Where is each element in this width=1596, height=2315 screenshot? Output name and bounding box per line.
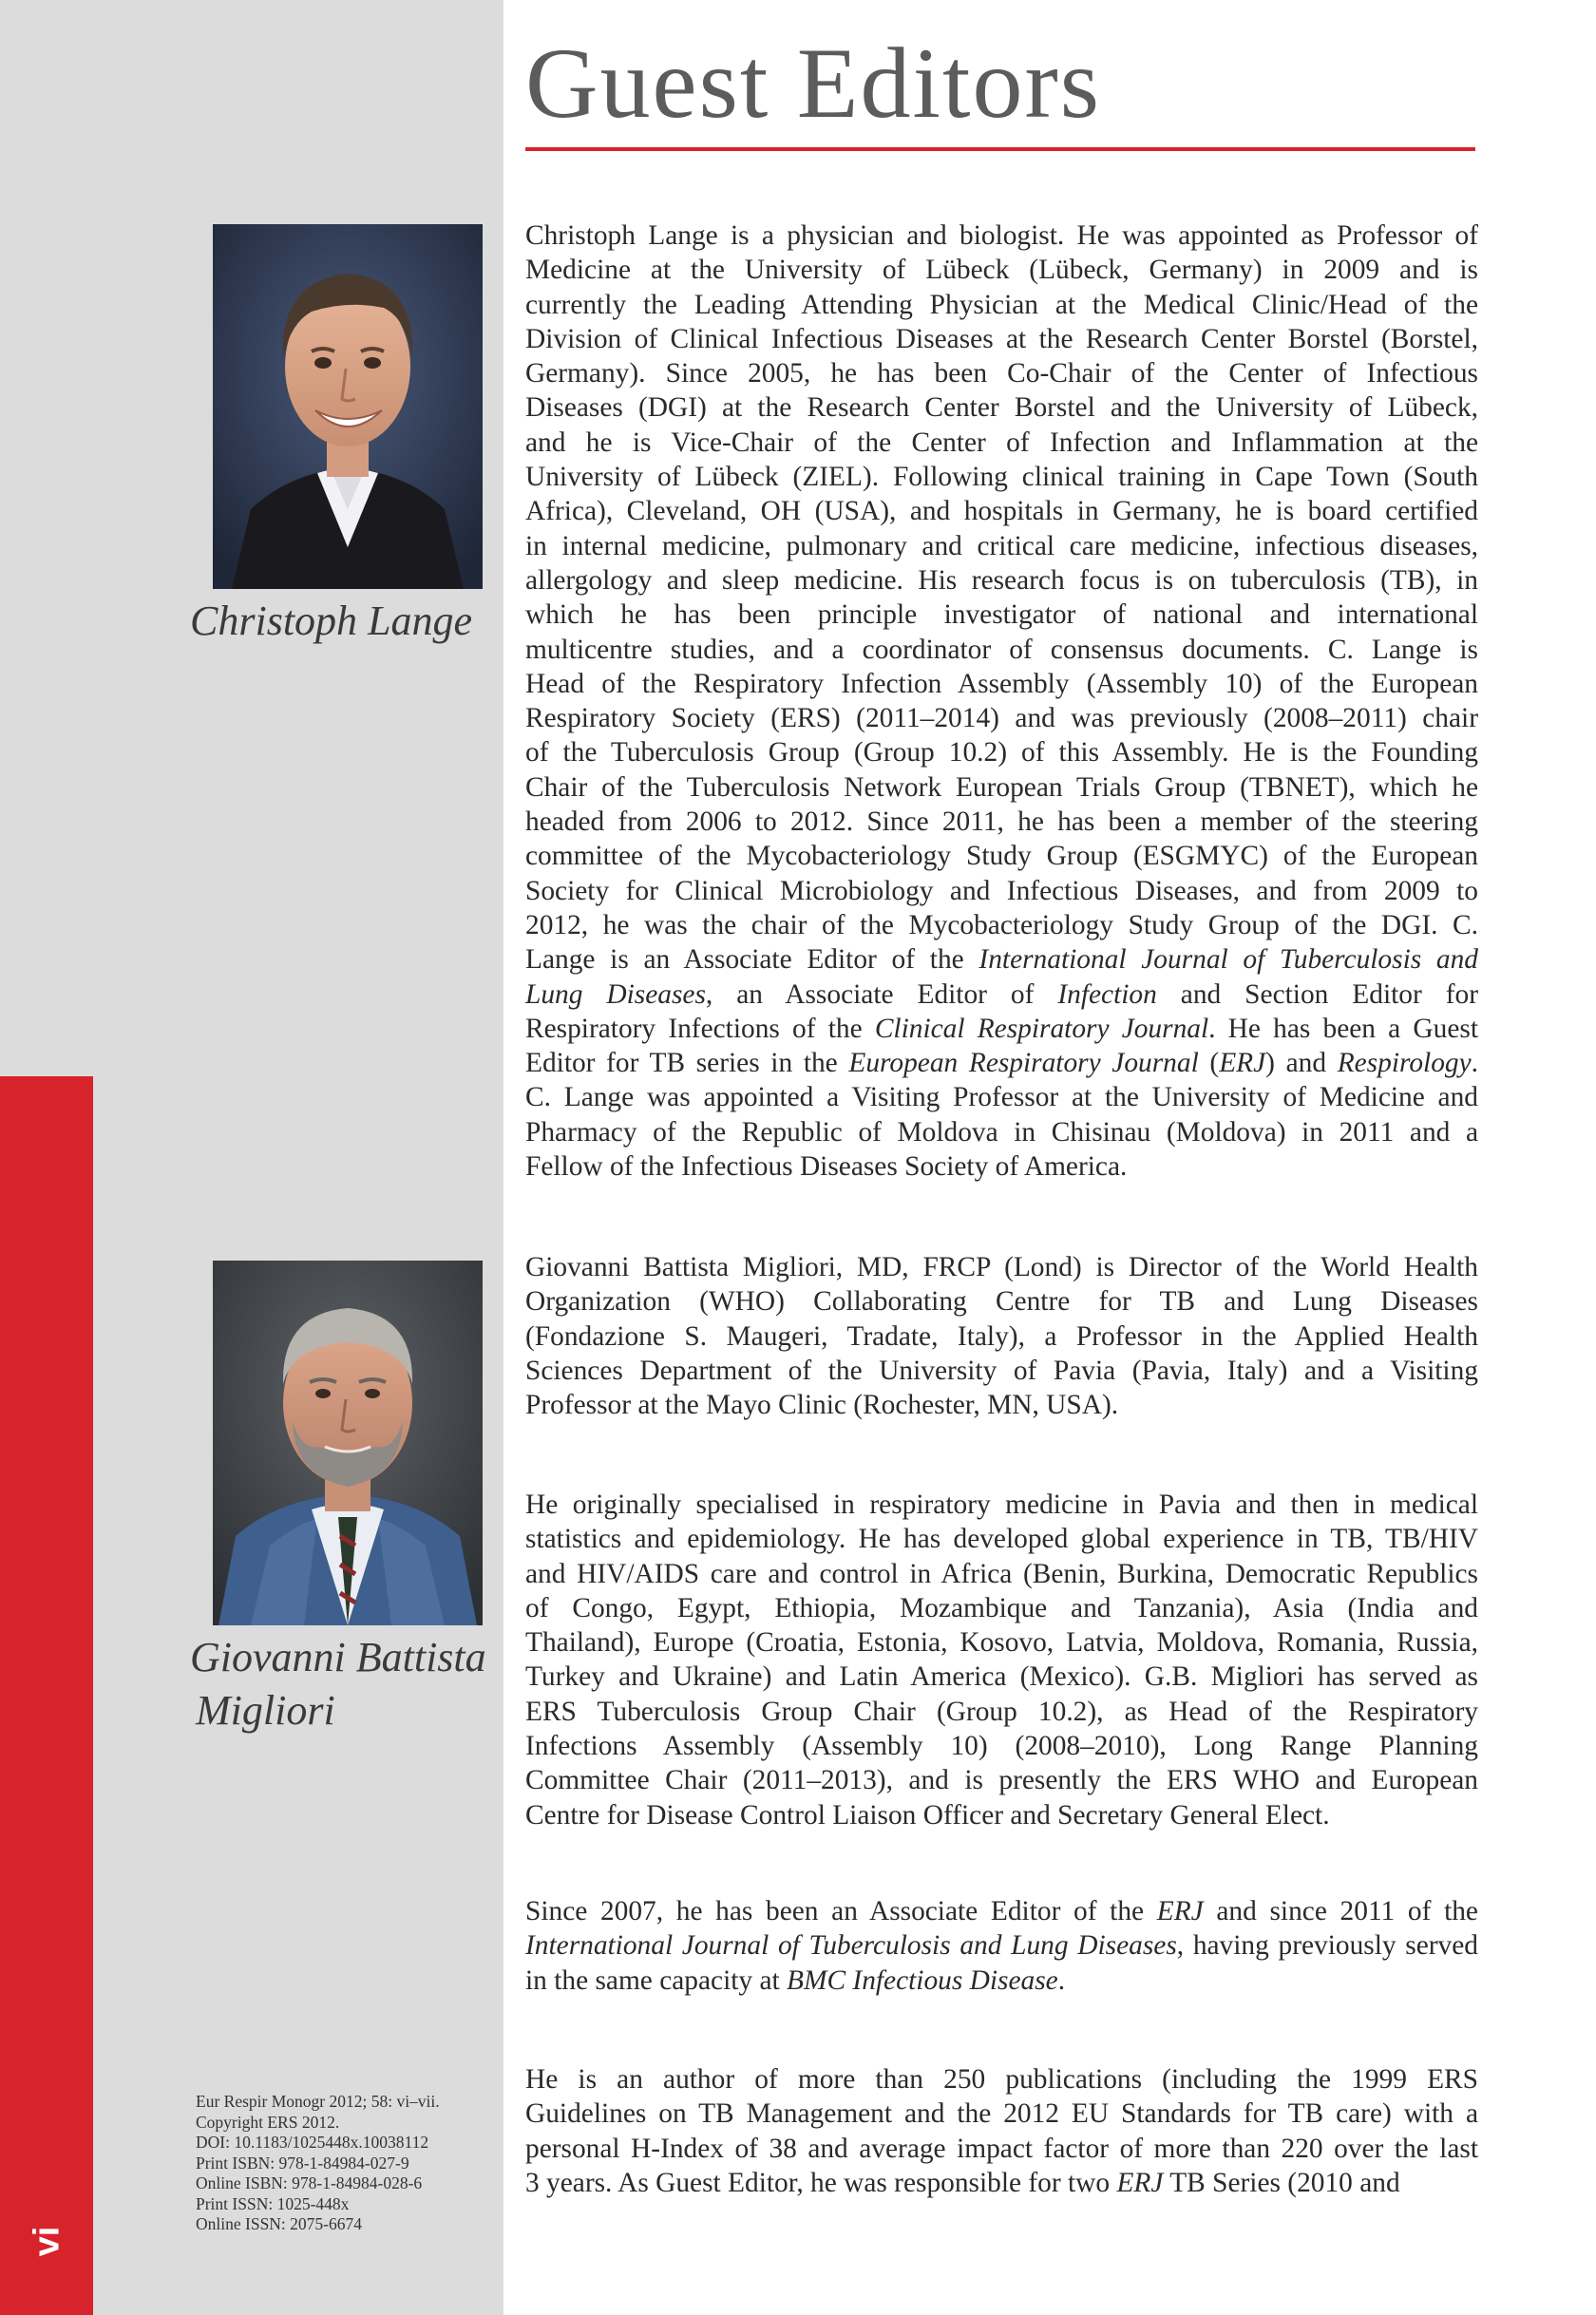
text-run: . <box>1471 1048 1478 1079</box>
text-line <box>525 770 1478 805</box>
text-run: and Section Editor for <box>1156 978 1478 1010</box>
text-line <box>525 563 1478 598</box>
text-line <box>525 1591 1478 1625</box>
text-line <box>525 1964 1478 1998</box>
text-run: Turkey and Ukraine) and Latin America (Mexico). G.B. Migliori has served as <box>525 1661 1478 1693</box>
text-run: in internal medicine, pulmonary and critical care medicine, infectious diseases, <box>525 530 1478 561</box>
metadata-line: Print ISSN: 1025-448x <box>196 2193 350 2213</box>
italic-title: ERJ <box>1219 1048 1266 1079</box>
metadata-line: Eur Respir Monogr 2012; 58: vi–vii. <box>196 2092 440 2111</box>
italic-title: International Journal of Tuberculosis and <box>978 944 1478 976</box>
text-run: Head of the Respiratory Infection Assembly (Assembly 10) of the European <box>525 668 1478 699</box>
page-number: vi <box>27 2226 67 2257</box>
text-line <box>525 1388 1478 1422</box>
text-line <box>525 460 1478 494</box>
text-line <box>525 942 1478 977</box>
text-line <box>525 735 1478 769</box>
editor-1-name-line: Christoph Lange <box>190 598 473 644</box>
text-line <box>525 633 1478 667</box>
text-run: Infections Assembly (Assembly 10) (2008–2010), Long Range Planning <box>525 1731 1478 1762</box>
text-run: ) and <box>1265 1048 1338 1079</box>
text-run: personal H-Index of 38 and average impact factor of more than 220 over the last <box>525 2133 1478 2164</box>
editor-2-name <box>190 1631 486 1737</box>
text-run: 3 years. As Guest Editor, he was responsible for two <box>525 2167 1117 2198</box>
text-run: Thailand), Europe (Croatia, Estonia, Kosovo, Latvia, Moldova, Romania, Russia, <box>525 1627 1478 1659</box>
text-line <box>525 874 1478 908</box>
text-line <box>525 1149 1478 1184</box>
text-line <box>525 2132 1478 2166</box>
editor-2-name-line: Giovanni Battista <box>190 1634 486 1680</box>
metadata-line: Print ISBN: 978-1-84984-027-9 <box>196 2153 409 2173</box>
text-run: Society for Clinical Microbiology and Infectious Diseases, and from 2009 to <box>525 875 1478 906</box>
text-line <box>525 322 1478 356</box>
text-line <box>525 1763 1478 1797</box>
text-line <box>525 1046 1478 1080</box>
text-line <box>525 356 1478 390</box>
editor-2-name-line: Migliori <box>196 1687 335 1734</box>
text-line <box>525 805 1478 839</box>
editor-2-biography-editorial <box>525 1894 1478 1998</box>
text-run: 2012, he was the chair of the Mycobacteriology Study Group of the DGI. C. <box>525 909 1478 940</box>
text-run: Pharmacy of the Republic of Moldova in Chisinau (Moldova) in 2011 and a <box>525 1116 1478 1148</box>
italic-title: Lung Diseases <box>525 978 706 1010</box>
text-run: Professor at the Mayo Clinic (Rochester, MN, USA). <box>525 1390 1119 1421</box>
text-run: . He has been a Guest <box>1208 1013 1478 1044</box>
text-run: in the same capacity at <box>525 1964 788 1996</box>
text-run: and he is Vice-Chair of the Center of Infection and Inflammation at the <box>525 427 1478 458</box>
metadata-line: DOI: 10.1183/1025448x.10038112 <box>196 2133 429 2152</box>
italic-title: Clinical Respiratory Journal <box>874 1013 1209 1044</box>
text-run: (Fondazione S. Maugeri, Tradate, Italy), a Professor in the Applied Health <box>525 1320 1478 1352</box>
italic-title: International Journal of Tuberculosis and Lung Diseases <box>525 1930 1177 1962</box>
text-line <box>525 1115 1478 1149</box>
text-run: committee of the Mycobacteriology Study Group (ESGMYC) of the European <box>525 841 1478 872</box>
text-run: , an Associate Editor of <box>705 978 1058 1010</box>
editor-1-name <box>190 595 472 648</box>
text-line <box>525 1557 1478 1591</box>
portrait-photo-icon <box>213 1261 483 1625</box>
text-line <box>525 1625 1478 1660</box>
text-line <box>525 1660 1478 1694</box>
text-line <box>525 1729 1478 1763</box>
text-run: . <box>1057 1964 1066 1996</box>
text-line <box>525 288 1478 322</box>
editor-2-photo <box>213 1261 483 1625</box>
text-run: statistics and epidemiology. He has developed global experience in TB, TB/HIV <box>525 1524 1478 1555</box>
text-run: Guidelines on TB Management and the 2012 EU Standards for TB care) with a <box>525 2098 1478 2130</box>
text-line <box>525 1012 1478 1046</box>
italic-title: Respirology <box>1337 1048 1472 1079</box>
text-line <box>525 667 1478 701</box>
text-run: which he has been principle investigator of national and international <box>525 599 1478 631</box>
red-margin-bar <box>0 1076 93 2315</box>
text-line <box>525 1250 1478 1284</box>
italic-title: ERJ <box>1156 1896 1204 1926</box>
text-run: and since 2011 of the <box>1203 1896 1478 1926</box>
text-run: Sciences Department of the University of Pavia (Pavia, Italy) and a Visiting <box>525 1355 1478 1386</box>
title-rule <box>525 147 1475 151</box>
text-line <box>525 1080 1478 1114</box>
metadata-line: Online ISSN: 2075-6674 <box>196 2214 362 2233</box>
text-run: Fellow of the Infectious Diseases Society of America. <box>525 1151 1128 1183</box>
text-run: and HIV/AIDS care and control in Africa (Benin, Burkina, Democratic Republics <box>525 1558 1478 1589</box>
italic-title: ERJ <box>1116 2167 1164 2198</box>
text-line <box>525 529 1478 563</box>
text-run: Diseases (DGI) at the Research Center Borstel and the University of Lübeck, <box>525 392 1478 424</box>
text-line <box>525 426 1478 460</box>
text-run: Since 2007, he has been an Associate Editor of the <box>525 1896 1157 1926</box>
text-line <box>525 218 1478 253</box>
text-line <box>525 2097 1478 2131</box>
editor-1-photo <box>213 224 483 589</box>
text-run: Organization (WHO) Collaborating Centre for TB and Lung Diseases <box>525 1286 1478 1318</box>
text-line <box>525 977 1478 1012</box>
text-run: Centre for Disease Control Liaison Officer and Secretary General Elect. <box>525 1799 1330 1831</box>
text-run: of Congo, Egypt, Ethiopia, Mozambique and Tanzania), Asia (India and <box>525 1592 1478 1623</box>
text-run: Giovanni Battista Migliori, MD, FRCP (Lond) is Director of the World Health <box>525 1252 1478 1282</box>
text-run: allergology and sleep medicine. His research focus is on tuberculosis (TB), in <box>525 564 1478 596</box>
page-title: Guest Editors <box>525 28 1101 139</box>
italic-title: Infection <box>1057 978 1157 1010</box>
text-line <box>525 908 1478 942</box>
italic-title: European Respiratory Journal <box>848 1048 1199 1079</box>
text-run: TB Series (2010 and <box>1163 2167 1400 2198</box>
editor-2-biography-publications <box>525 2062 1478 2200</box>
text-run: Christoph Lange is a physician and biologist. He was appointed as Professor of <box>525 220 1478 251</box>
text-line <box>525 1319 1478 1354</box>
text-line <box>525 1695 1478 1729</box>
text-line <box>525 1928 1478 1963</box>
editor-2-biography-intro <box>525 1250 1478 1422</box>
text-line <box>525 253 1478 287</box>
text-run: ( <box>1198 1048 1220 1079</box>
text-run: Editor for TB series in the <box>525 1048 849 1079</box>
text-line <box>525 1284 1478 1319</box>
text-run: Division of Clinical Infectious Diseases at the Research Center Borstel (Borstel, <box>525 323 1478 354</box>
text-run: headed from 2006 to 2012. Since 2011, he has been a member of the steering <box>525 806 1478 838</box>
text-run: Lange is an Associate Editor of the <box>525 944 979 976</box>
text-run: C. Lange was appointed a Visiting Professor at the University of Medicine and <box>525 1082 1478 1113</box>
text-run: Committee Chair (2011–2013), and is presently the ERS WHO and European <box>525 1765 1478 1796</box>
text-line <box>525 701 1478 735</box>
text-run: University of Lübeck (ZIEL). Following clinical training in Cape Town (South <box>525 462 1478 493</box>
text-line <box>525 598 1478 632</box>
text-run: of the Tuberculosis Group (Group 10.2) of this Assembly. He is the Founding <box>525 737 1478 769</box>
text-run: Germany). Since 2005, he has been Co-Chair of the Center of Infectious <box>525 358 1478 389</box>
text-line <box>525 1488 1478 1522</box>
text-run: Medicine at the University of Lübeck (Lübeck, Germany) in 2009 and is <box>525 255 1478 286</box>
text-line <box>525 1894 1478 1928</box>
text-run: Respiratory Society (ERS) (2011–2014) and was previously (2008–2011) chair <box>525 703 1478 734</box>
metadata-line: Copyright ERS 2012. <box>196 2112 340 2132</box>
text-run: ERS Tuberculosis Group Chair (Group 10.2), as Head of the Respiratory <box>525 1696 1478 1727</box>
metadata-line: Online ISBN: 978-1-84984-028-6 <box>196 2173 423 2192</box>
text-run: , having previously served <box>1176 1930 1478 1962</box>
text-run: He originally specialised in respiratory medicine in Pavia and then in medical <box>525 1490 1478 1520</box>
publication-metadata <box>196 2092 500 2235</box>
text-run: Respiratory Infections of the <box>525 1013 875 1044</box>
text-run: Chair of the Tuberculosis Network European Trials Group (TBNET), which he <box>525 771 1478 803</box>
editor-2-biography-experience <box>525 1488 1478 1832</box>
editor-1-biography <box>525 218 1478 1184</box>
text-run: Africa), Cleveland, OH (USA), and hospitals in Germany, he is board certified <box>525 496 1478 527</box>
text-line <box>525 2062 1478 2097</box>
italic-title: BMC Infectious Disease <box>787 1964 1058 1996</box>
text-run: multicentre studies, and a coordinator of consensus documents. C. Lange is <box>525 634 1478 665</box>
text-line <box>525 390 1478 425</box>
text-line <box>525 1798 1478 1832</box>
text-run: He is an author of more than 250 publications (including the 1999 ERS <box>525 2064 1478 2095</box>
portrait-photo-icon <box>213 224 483 589</box>
text-line <box>525 1522 1478 1556</box>
text-line <box>525 494 1478 528</box>
text-run: currently the Leading Attending Physician at the Medical Clinic/Head of the <box>525 289 1478 320</box>
text-line <box>525 1354 1478 1388</box>
text-line <box>525 2166 1478 2200</box>
text-line <box>525 839 1478 873</box>
